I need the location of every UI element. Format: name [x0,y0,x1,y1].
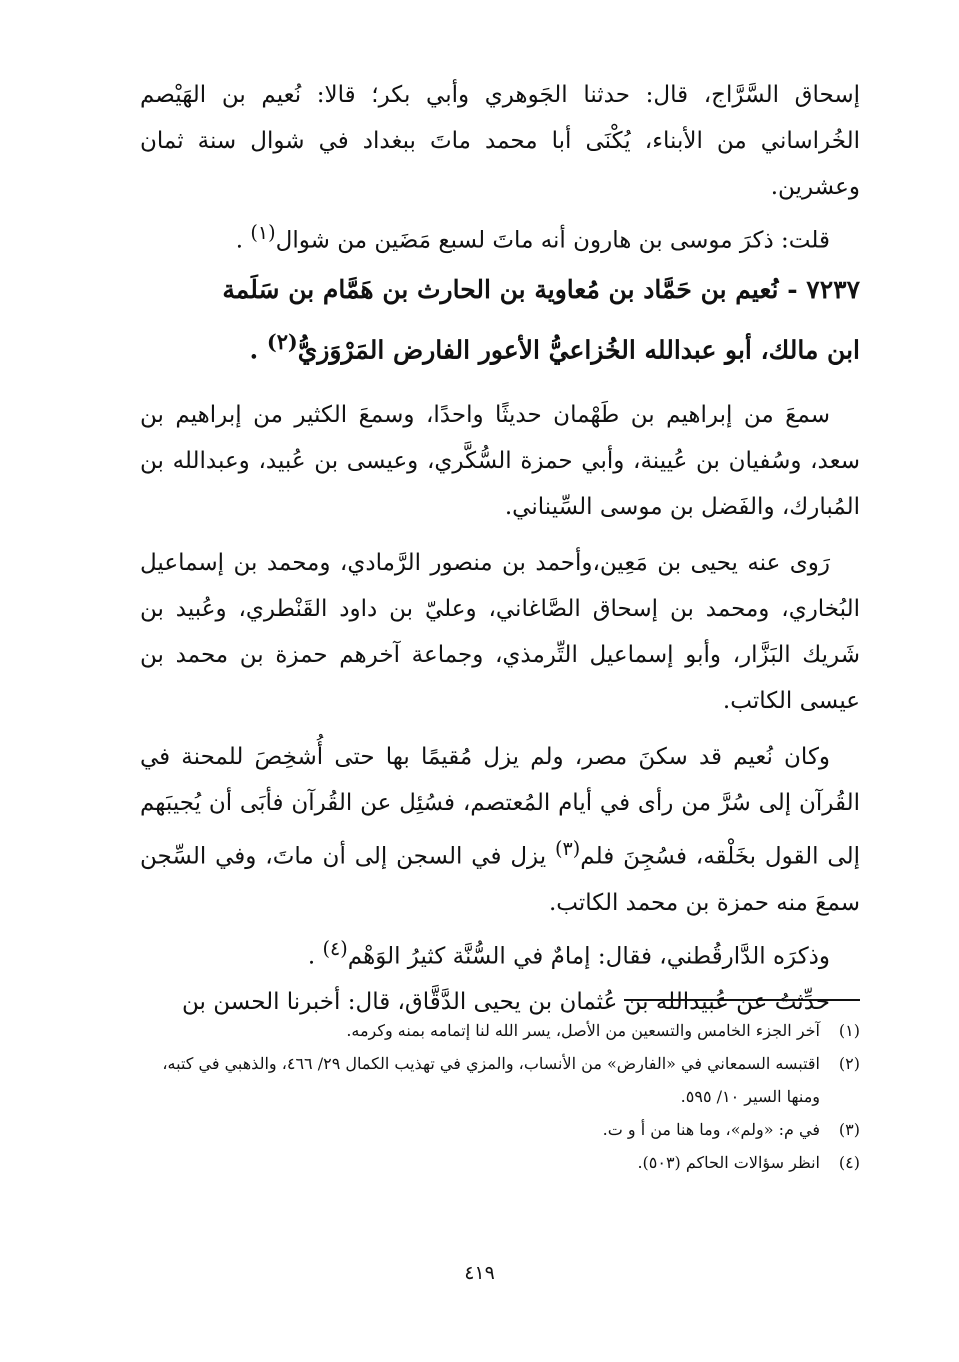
footnote-ref-3: (٣) [555,836,581,860]
footnote-4 [140,1146,860,1179]
paragraph-narration: حدِّثتُ عن عُبيدالله بن عُثمان بن يحيى الدَّقَّاق، قال: أخبرنا الحسن بن [181,989,830,1016]
footnote-separator [624,999,860,1001]
footnote-number: (٢) [838,1054,860,1073]
footnote-ref-4: (٤) [322,936,348,960]
paragraph-daraqutni [140,926,860,980]
entry-heading-text: ابن مالك، أبو عبدالله الخُزاعيُّ الأعور الفارض المَرْوَزيُّ [297,334,860,364]
footnote-2 [140,1047,860,1113]
paragraph-text: وذكرَه الدَّارقُطني، فقال: إمامٌ في السُّنَّة كثيرُ الوَهْم [347,943,830,970]
footnote-text: في م: «ولم»، وما هنا من أ و ت. [602,1120,820,1139]
footnote-text: اقتبسه السمعاني في «الفارض» من الأنساب، والمزي في تهذيب الكمال ٢٩/ ٤٦٦، والذهبي في كتبه، ومنها السير ١٠/ ٥٩٥. [162,1054,820,1106]
footnote-3 [140,1113,860,1146]
entry-heading-line-1: ٧٢٣٧ - نُعيم بن حَمَّاد بن مُعاوية بن الحارث بن هَمَّام بن سَلَمة [222,274,860,304]
paragraph-students: رَوى عنه يحيى بن مَعِين،وأحمد بن منصور الرَّمادي، ومحمد بن إسماعيل البُخاري، ومحمد بن إسحاق الصَّاغاني، وعليّ بن داود القَنْطري، وعُبيد بن شَريك البَزَّار، وأبو إسماعيل التِّرمذي، وجماعة آخرهم حمزة بن محمد بن عيسى الكاتب. [140,549,860,714]
page-number: ٤١٩ [464,1262,495,1284]
entry-heading-end: . [249,334,267,364]
paragraph-note [140,210,860,264]
footnote-ref-2: (٢) [266,328,298,354]
footnotes [140,1014,860,1179]
paragraph-teachers: سمعَ من إبراهيم بن طَهْمان حديثًا واحدًا، وسمعَ الكثير من إبراهيم بن سعد، وسُفيان بن عُيينة، وأبي حمزة السُّكَّري، وعيسى بن عُبيد، وعبدالله بن المُبارك، والفَضل بن موسى السِّيناني. [140,401,860,520]
footnote-number: (١) [838,1021,860,1040]
paragraph-continuation: إسحاق السَّرَّاج، قال: حدثنا الجَوهري وأبي بكر؛ قالا: نُعيم بن الهَيْصم الخُراساني من الأبناء، يُكْنَى أبا محمد ماتَ ببغداد في شوال سنة ثمان وعشرين. [140,82,860,200]
footnote-text: انظر سؤالات الحاكم (٥٠٣). [637,1153,820,1172]
footnote-1 [140,1014,860,1047]
paragraph-end: . [307,943,323,970]
main-text [140,72,860,1025]
footnote-ref-1: (١) [250,221,276,244]
paragraph-biography [140,734,860,926]
entry-heading-line-2 [140,316,860,376]
paragraph-end: . [235,227,251,254]
paragraph-text: وكان نُعيم قد سكنَ مصر، ولم يزل مُقيمًا بها حتى أُشخِصَ للمحنة في القُرآن إلى سُرَّ من رأى في أيام المُعتصم، فسُئِل عن القُرآن فأبَى أن يُجيبَهم إلى القول بخَلْقه، فسُجِنَ فلم [140,743,860,870]
paragraph-text: قلت: ذكرَ موسى بن هارون أنه ماتَ لسبع مَضَين من شوال [275,227,830,254]
footnote-text: آخر الجزء الخامس والتسعين من الأصل، يسر الله لنا إتمامه بمنه وكرمه. [346,1021,820,1040]
paragraph-text: يزل في السجن إلى أن ماتَ، وفي السِّجن سمعَ منه حمزة بن محمد الكاتب. [140,843,860,916]
footnote-number: (٣) [838,1120,860,1139]
footnote-number: (٤) [838,1153,860,1172]
